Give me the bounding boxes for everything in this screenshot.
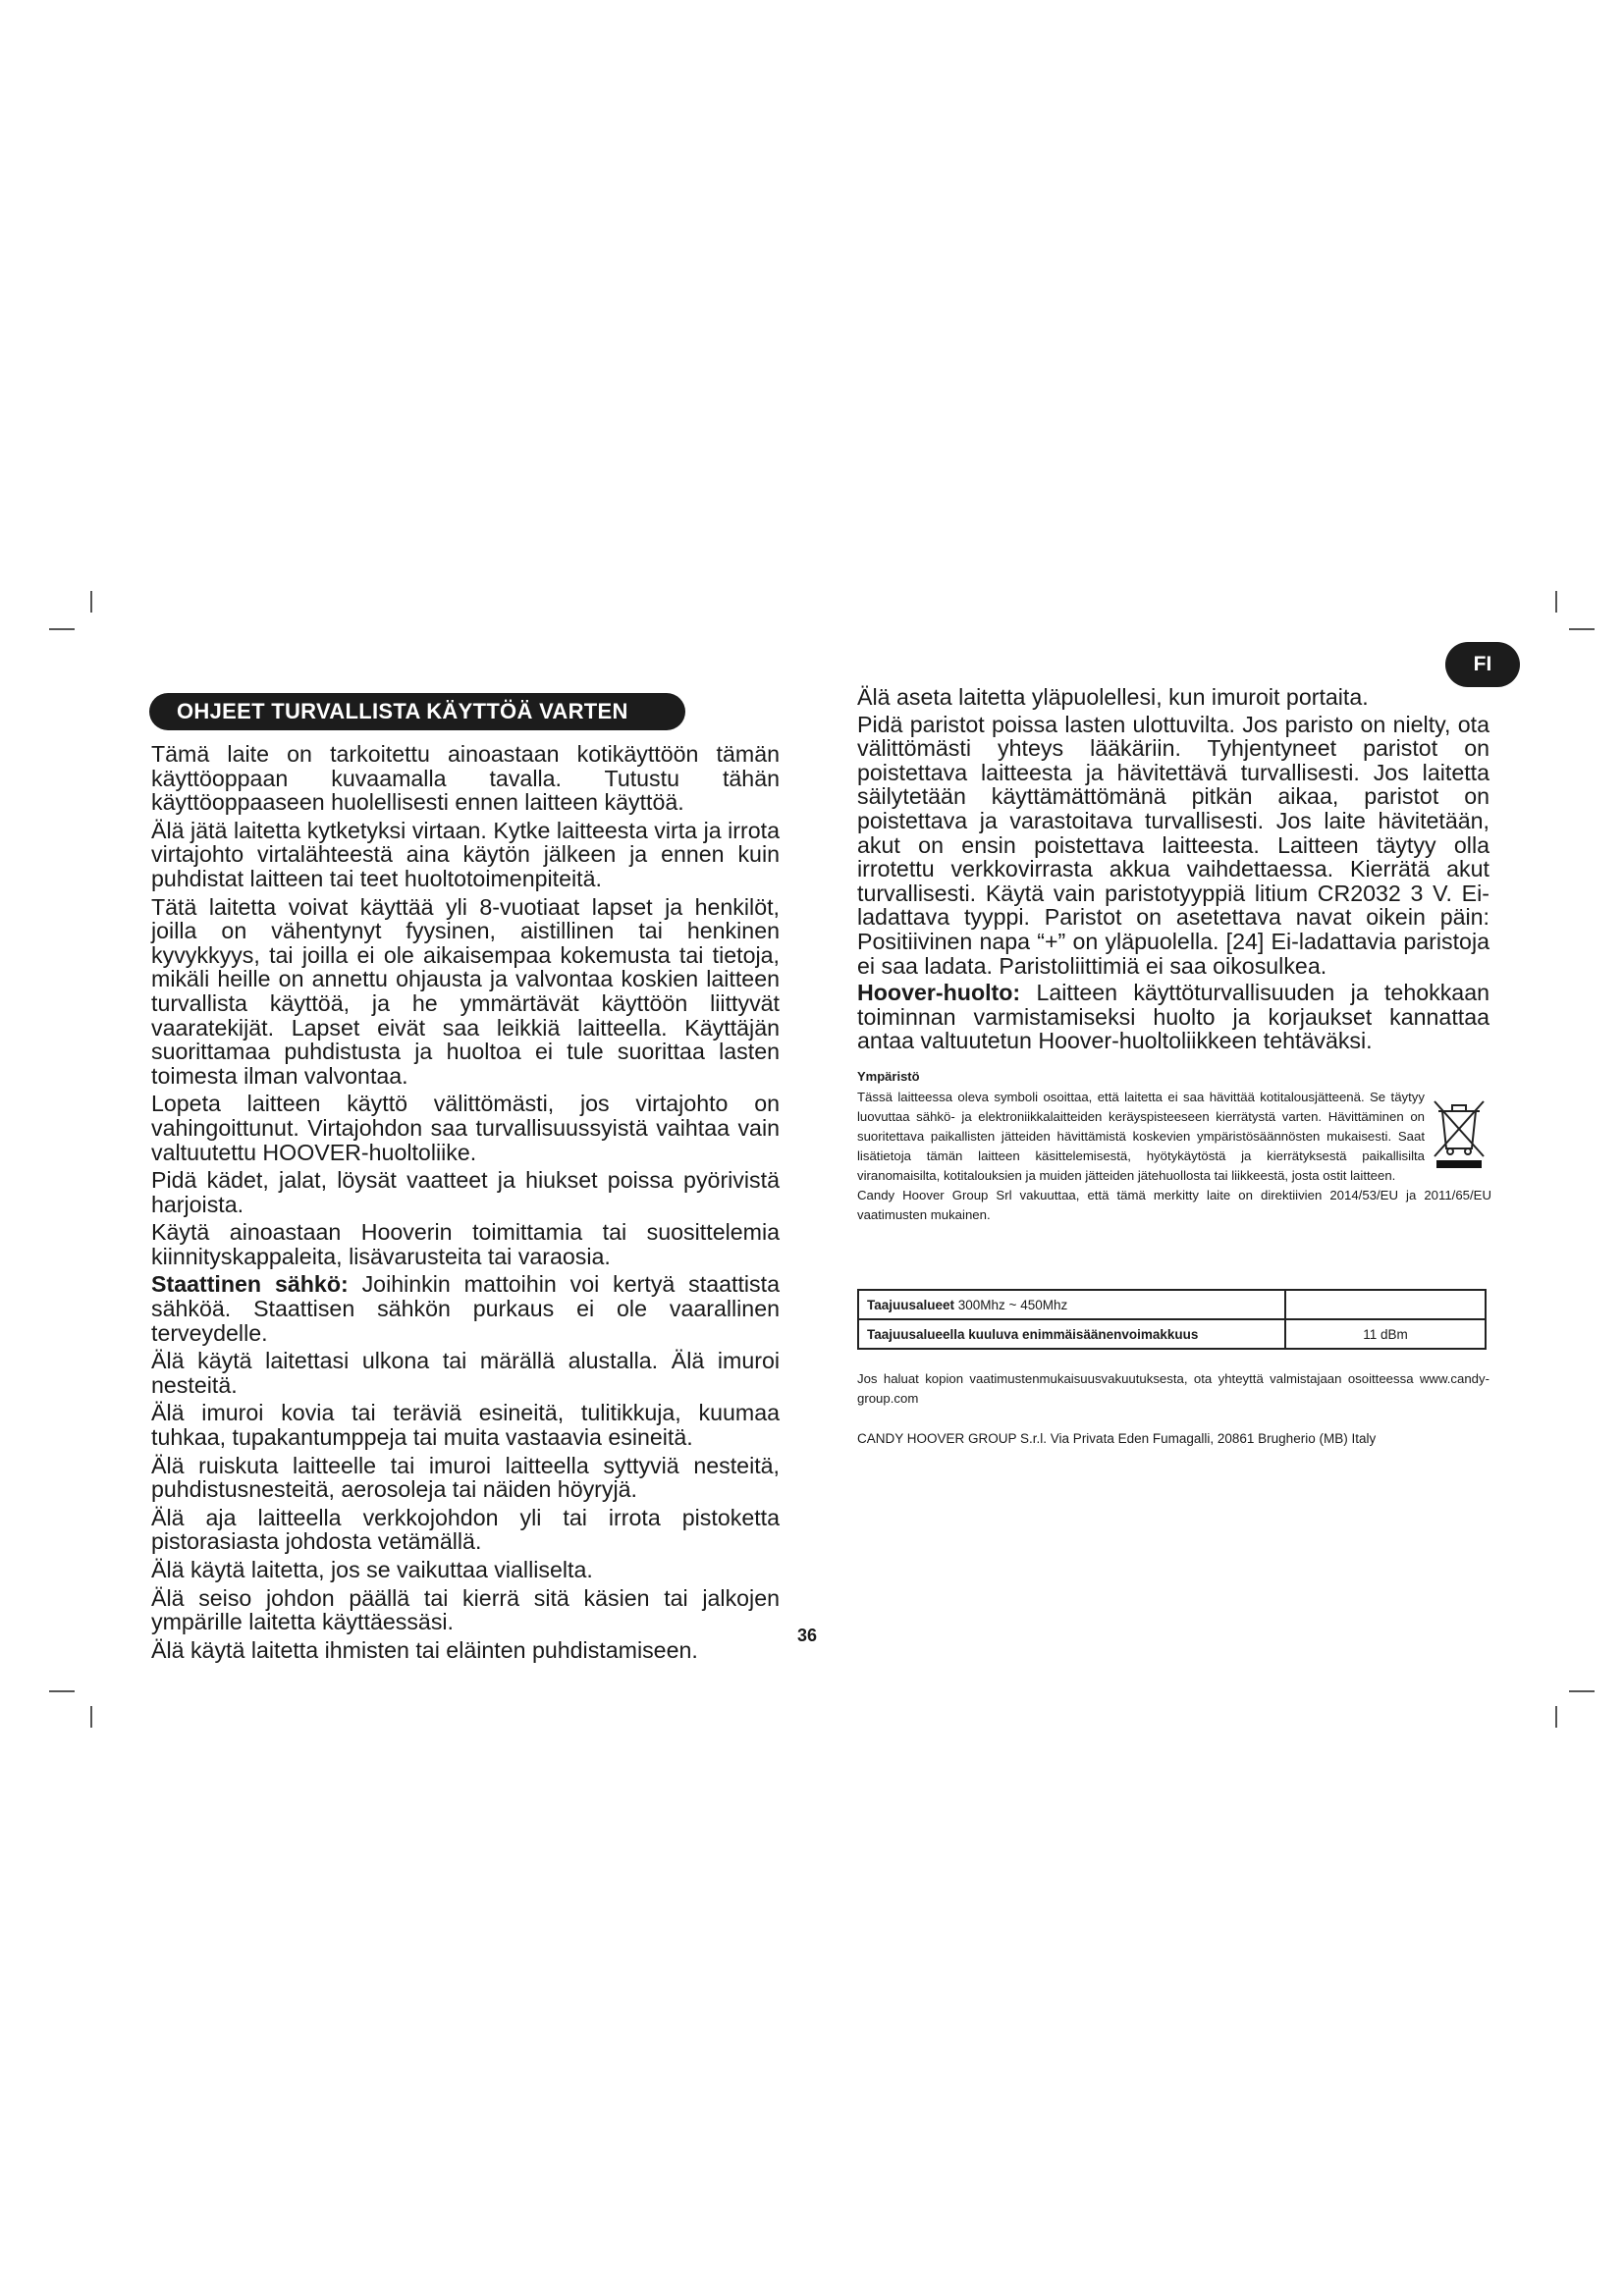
declaration-text: Jos haluat kopion vaatimustenmukaisuusvakuutuksesta, ota yhteyttä valmistajaan osoitteessa www.candy-group.com — [857, 1371, 1489, 1406]
table-row — [858, 1319, 1486, 1349]
paragraph-text: Joihinkin mattoihin voi kertyä staattista sähköä. Staattisen sähkön purkaus ei ole vaarallinen terveydelle. — [151, 1271, 780, 1346]
compliance-text: Candy Hoover Group Srl vakuuttaa, että tämä merkitty laite on direktiivien 2014/53/EU ja 2011/65/EU vaatimusten mukainen. — [857, 1188, 1491, 1222]
paragraph — [857, 713, 1489, 979]
paragraph-text: Älä jätä laitetta kytketyksi virtaan. Kytke laitteesta virta ja irrota virtajohto virtalähteestä aina käytön jälkeen ja ennen kuin puhdistat laitteen tai teet huoltotoimenpiteitä. — [151, 817, 780, 891]
paragraph-text: Älä käytä laitetta ihmisten tai eläinten puhdistamiseen. — [151, 1636, 698, 1663]
paragraph-text: Tätä laitetta voivat käyttää yli 8-vuotiaat lapset ja henkilöt, joilla on vähentynyt fyysinen, aistillinen tai henkinen kyvykkyys, tai joilla ei ole aikaisempaa kokemusta tai tietoja, mikäli heille on annettu ohjausta ja valvontaa koskien laitteen turvallista käyttöä, ja he ymmärtävät käyttöön liittyvät vaaratekijät. Lapset eivät saa leikkiä laitteella. Käyttäjän suorittamaa puhdistusta ja huoltoa ei tule suorittaa lasten toimesta ilman valvontaa. — [151, 893, 780, 1089]
paragraph — [151, 1454, 780, 1502]
paragraph — [151, 1092, 780, 1164]
paragraph-text: Älä imuroi kovia tai teräviä esineitä, tulitikkuja, kuumaa tuhkaa, tupakantumppeja tai muita vastaavia esineitä. — [151, 1400, 780, 1451]
paragraph-text: Pidä kädet, jalat, löysät vaatteet ja hiukset poissa pyörivistä harjoista. — [151, 1167, 780, 1217]
paragraph-text: Älä aseta laitetta yläpuolellesi, kun imuroit portaita. — [857, 684, 1369, 710]
section-heading: OHJEET TURVALLISTA KÄYTTÖÄ VARTEN — [149, 693, 685, 730]
right-column — [857, 685, 1489, 1056]
paragraph-text: Lopeta laitteen käyttö välittömästi, jos virtajohto on vahingoittunut. Virtajohdon saa turvallisuussyistä vaihtaa vain valtuutettu HOOVER-huoltoliike. — [151, 1091, 780, 1165]
paragraph-text: Älä käytä laitetta, jos se vaikuttaa vialliselta. — [151, 1557, 593, 1582]
environment-title: Ympäristö — [857, 1069, 920, 1084]
paragraph — [151, 742, 780, 815]
page-number: 36 — [797, 1626, 818, 1645]
left-column — [151, 742, 780, 1666]
paragraph — [151, 1558, 780, 1582]
crop-mark — [90, 1706, 92, 1728]
language-tab: FI — [1445, 642, 1520, 687]
paragraph — [151, 1401, 780, 1449]
table-cell: Taajuusalueet 300Mhz ~ 450Mhz — [858, 1290, 1285, 1319]
paragraph — [151, 1506, 780, 1554]
table-cell: 11 dBm — [1285, 1319, 1486, 1349]
table-cell: Taajuusalueella kuuluva enimmäisäänenvoimakkuus — [858, 1319, 1285, 1349]
table-cell — [1285, 1290, 1486, 1319]
table-row — [858, 1290, 1486, 1319]
paragraph-bold-lead: Staattinen sähkö: — [151, 1271, 349, 1298]
paragraph — [151, 1586, 780, 1634]
crop-mark — [49, 628, 75, 630]
paragraph-bold-lead: Hoover-huolto: — [857, 980, 1021, 1006]
frequency-table — [857, 1289, 1487, 1350]
paragraph-text: Älä ruiskuta laitteelle tai imuroi laitteella syttyviä nesteitä, puhdistusnesteitä, aerosoleja tai näiden höyryjä. — [151, 1452, 780, 1503]
paragraph-text: Älä aja laitteella verkkojohdon yli tai irrota pistoketta pistorasiasta johdosta vetämällä. — [151, 1504, 780, 1555]
environment-block — [857, 1088, 1491, 1225]
crossed-out-wheelie-bin-icon — [1429, 1094, 1489, 1170]
paragraph — [151, 1168, 780, 1216]
paragraph — [151, 1349, 780, 1397]
paragraph — [151, 895, 780, 1089]
paragraph — [151, 1638, 780, 1663]
paragraph-text: Älä seiso johdon päällä tai kierrä sitä käsien tai jalkojen ympärille laitetta käyttäessäsi. — [151, 1584, 780, 1635]
paragraph — [151, 1272, 780, 1345]
paragraph-text: Käytä ainoastaan Hooverin toimittamia tai suosittelemia kiinnityskappaleita, lisävarusteita tai varaosia. — [151, 1219, 780, 1269]
crop-mark — [1569, 1690, 1595, 1692]
crop-mark — [1555, 1706, 1557, 1728]
paragraph-text: Älä käytä laitettasi ulkona tai märällä alustalla. Älä imuroi nesteitä. — [151, 1348, 780, 1398]
paragraph — [857, 981, 1489, 1053]
paragraph-text: Laitteen käyttöturvallisuuden ja tehokkaan toiminnan varmistamiseksi huolto ja korjaukset kannattaa antaa valtuutetun Hoover-huoltoliikkeen tehtäväksi. — [857, 980, 1489, 1054]
crop-mark — [1555, 591, 1557, 613]
paragraph — [151, 1220, 780, 1268]
crop-mark — [90, 591, 92, 613]
paragraph-text: Pidä paristot poissa lasten ulottuvilta. Jos paristo on nielty, ota välittömästi yhteys lääkäriin. Tyhjentyneet paristot on poistettava laitteesta ja hävitettävä turvallisesti. Jos laitetta säilytetään käyttämättömänä pitkän aikaa, paristot on poistettava ja varastoitava turvallisesti. Jos laite hävitetään, akut on ensin poistettava laitteesta. Laitteen täytyy olla irrotettu verkkovirrasta akkua vaihdettaessa. Kierrätä akut turvallisesti. Käytä vain paristotyyppiä litium CR2032 3 V. Ei-ladattava tyyppi. Paristot on asetettava navat oikein päin: Positiivinen napa “+” on yläpuolella. [24] Ei-ladattavia paristoja ei saa ladata. Paristoliittimiä ei saa oikosulkea. — [857, 711, 1489, 979]
crop-mark — [1569, 628, 1595, 630]
paragraph — [857, 685, 1489, 710]
paragraph — [151, 819, 780, 891]
environment-text: Tässä laitteessa oleva symboli osoittaa, että laitetta ei saa hävittää kotitalousjätteenä. Se täytyy luovuttaa sähkö- ja elektroniikkalaitteiden keräyspisteeseen kierrätystä varten. Hävittäminen on suoritettava paikallisten jätteiden hävittämistä koskevien ympäristösäännösten mukaisesti. Saat lisätietoja tämän laitteen käsittelemisestä, hyötykäytöstä ja kierrätyksestä paikallisilta viranomaisilta, kotitalouksien ja muiden jätteiden jätehuollosta tai liikkeestä, josta ostit laitteen. — [857, 1090, 1425, 1183]
crop-mark — [49, 1690, 75, 1692]
paragraph-text: Tämä laite on tarkoitettu ainoastaan kotikäyttöön tämän käyttöoppaan kuvaamalla tavalla. Tutustu tähän käyttöoppaaseen huolellisesti ennen laitteen käyttöä. — [151, 741, 780, 816]
manufacturer-address: CANDY HOOVER GROUP S.r.l. Via Privata Eden Fumagalli, 20861 Brugherio (MB) Italy — [857, 1431, 1377, 1446]
